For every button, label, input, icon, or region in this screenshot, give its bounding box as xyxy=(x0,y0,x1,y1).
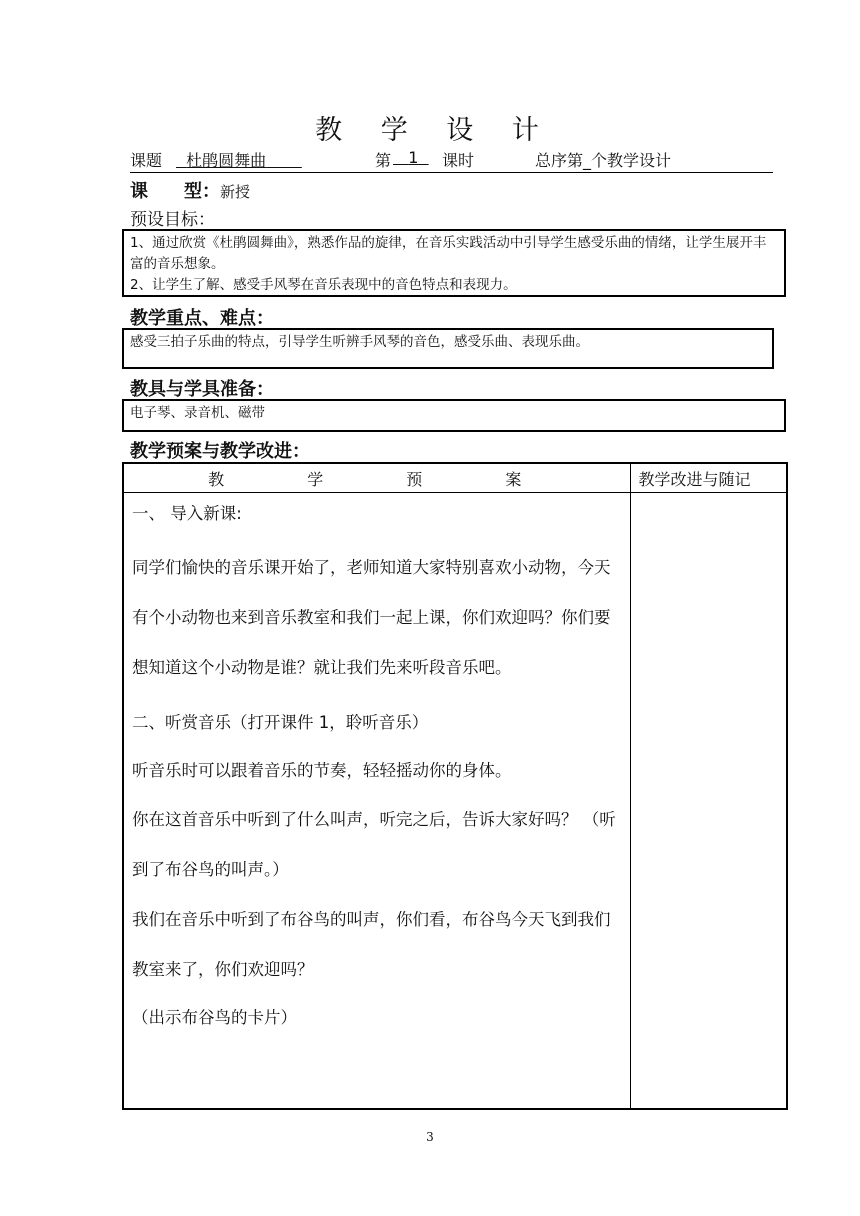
key-points-label: 教学重点、难点： xyxy=(130,308,274,329)
lesson-prefix: 第 xyxy=(375,151,392,170)
plan-paragraph: 一、 导入新课: xyxy=(132,504,242,523)
lesson-suffix: 课时 xyxy=(442,151,475,170)
lesson-type xyxy=(130,177,250,203)
page-number: 3 xyxy=(426,1130,434,1144)
plan-paragraph: 听音乐时可以跟着音乐的节奏，轻轻摇动你的身体。 xyxy=(132,761,512,780)
objectives-label: 预设目标： xyxy=(130,210,215,230)
plan-label: 教学预案与教学改进： xyxy=(130,441,310,462)
header-line xyxy=(130,146,773,173)
topic-value: 杜鹃圆舞曲 xyxy=(186,151,267,170)
plan-paragraph: （出示布谷鸟的卡片） xyxy=(132,1008,297,1027)
lesson-number: 1 xyxy=(408,148,419,167)
key-points-box xyxy=(122,328,774,369)
plan-paragraph: 二、听赏音乐（打开课件 1，聆听音乐） xyxy=(132,713,429,732)
materials-box xyxy=(122,399,786,432)
plan-paragraph: 我们在音乐中听到了布谷鸟的叫声，你们看，布谷鸟今天飞到我们教室来了，你们欢迎吗？ xyxy=(132,910,611,979)
document-title: 教 学 设 计 xyxy=(315,115,545,146)
materials-label: 教具与学具准备： xyxy=(130,379,274,400)
notes-content-cell xyxy=(630,493,787,1110)
lesson-type-value: 新授 xyxy=(220,183,251,201)
plan-paragraph: 同学们愉快的音乐课开始了，老师知道大家特别喜欢小动物，今天有个小动物也来到音乐教室和我们一起上课，你们欢迎吗？你们要想知道这个小动物是谁？就让我们先来听段音乐吧。 xyxy=(132,558,611,677)
notes-column-header: 教学改进与随记 xyxy=(630,463,787,493)
key-points-text: 感受三拍子乐曲的特点，引导学生听辨手风琴的音色，感受乐曲、表现乐曲。 xyxy=(130,334,589,350)
plan-column-header: 教 学 预 案 xyxy=(123,463,630,493)
materials-text: 电子琴、录音机、磁带 xyxy=(130,405,265,421)
plan-table xyxy=(122,462,788,1110)
plan-content-cell xyxy=(123,493,630,1110)
objective-item: 2、让学生了解、感受手风琴在音乐表现中的音色特点和表现力。 xyxy=(130,277,517,293)
plan-paragraph: 你在这首音乐中听到了什么叫声，听完之后，告诉大家好吗？ （听到了布谷鸟的叫声。） xyxy=(132,810,616,879)
topic-label: 课题 xyxy=(130,151,163,170)
lesson-type-label: 课 型： xyxy=(130,181,220,202)
objective-item: 1、通过欣赏《杜鹃圆舞曲》，熟悉作品的旋律，在音乐实践活动中引导学生感受乐曲的情绪，让学生展开丰富的音乐想象。 xyxy=(130,235,767,272)
total-order: 总序第_个教学设计 xyxy=(535,151,672,170)
objectives-box xyxy=(122,229,786,297)
